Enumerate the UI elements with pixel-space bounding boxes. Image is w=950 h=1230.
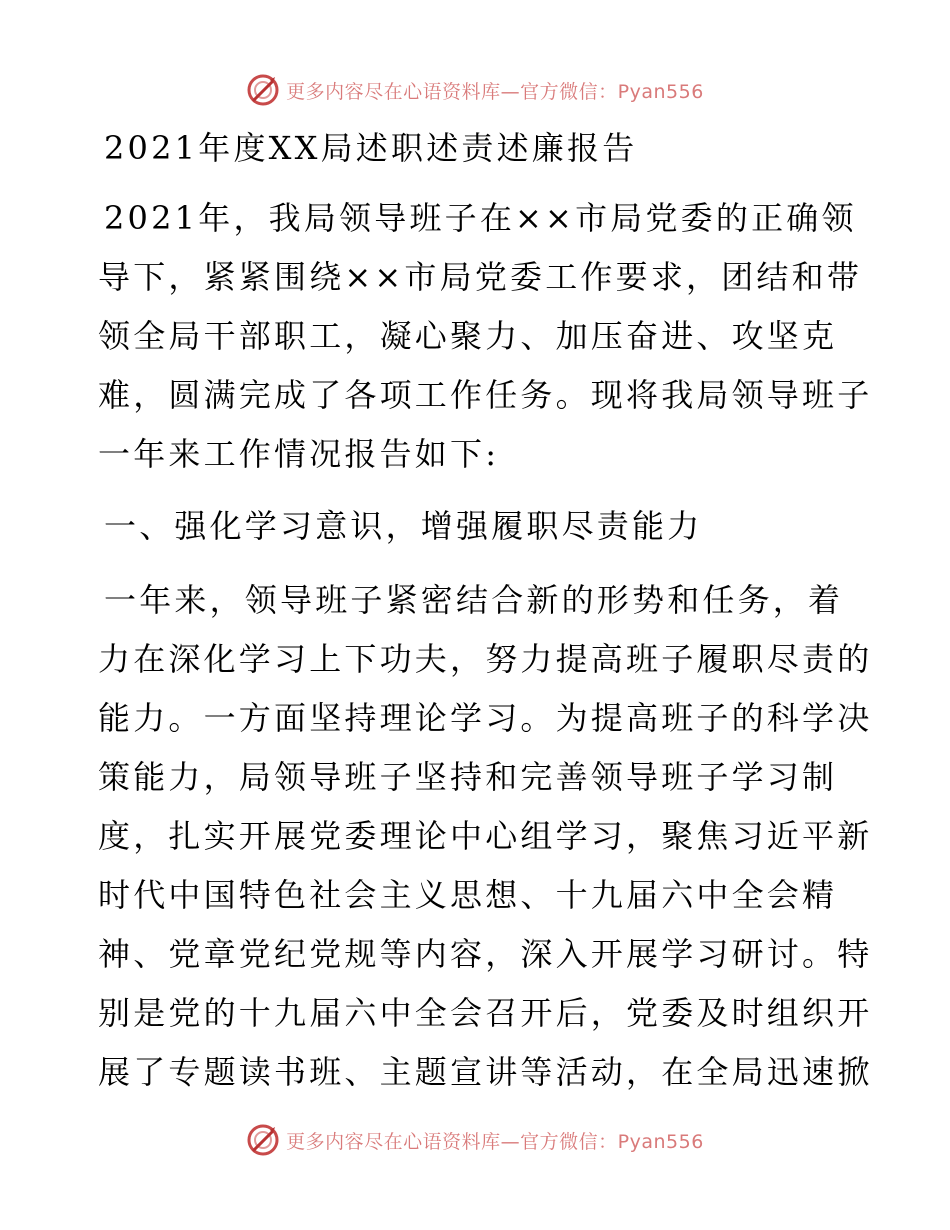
paragraph-1-line-5: 一年来工作情况报告如下: [98, 435, 500, 473]
paragraph-2-line-3: 能力。一方面坚持理论学习。为提高班子的科学决 [98, 699, 873, 737]
footer-watermark [0, 1120, 950, 1160]
section-heading-1: 一、强化学习意识，增强履职尽责能力 [104, 507, 703, 545]
paragraph-2-line-2: 力在深化学习上下功夫，努力提高班子履职尽责的 [98, 640, 873, 678]
paragraph-1-line-2: 导下，紧紧围绕××市局党委工作要求，团结和带 [98, 258, 863, 296]
paragraph-2-line-4: 策能力，局领导班子坚持和完善领导班子学习制 [98, 758, 838, 796]
paragraph-2-line-6: 时代中国特色社会主义思想、十九届六中全会精 [98, 876, 838, 914]
brush-logo-icon [246, 1123, 280, 1157]
paragraph-1-line-4: 难，圆满完成了各项工作任务。现将我局领导班子 [98, 376, 873, 414]
paragraph-2-line-9: 展了专题读书班、主题宣讲等活动，在全局迅速掀 [98, 1053, 873, 1091]
document-title: 2021年度XX局述职述责述廉报告 [104, 129, 638, 167]
paragraph-2-line-5: 度，扎实开展党委理论中心组学习，聚焦习近平新 [98, 817, 873, 855]
paragraph-2-line-7: 神、党章党纪党规等内容，深入开展学习研讨。特 [98, 935, 873, 973]
paragraph-1-line-3: 领全局干部职工，凝心聚力、加压奋进、攻坚克 [98, 317, 838, 355]
paragraph-1-line-1: 2021年，我局领导班子在××市局党委的正确领 [104, 199, 857, 237]
watermark-text: 更多内容尽在心语资料库—官方微信：Pyan556 [286, 80, 704, 103]
paragraph-2-line-8: 别是党的十九届六中全会召开后，党委及时组织开 [98, 994, 873, 1032]
watermark-text: 更多内容尽在心语资料库—官方微信：Pyan556 [286, 1130, 704, 1153]
paragraph-2-line-1: 一年来，领导班子紧密结合新的形势和任务，着 [104, 581, 844, 619]
